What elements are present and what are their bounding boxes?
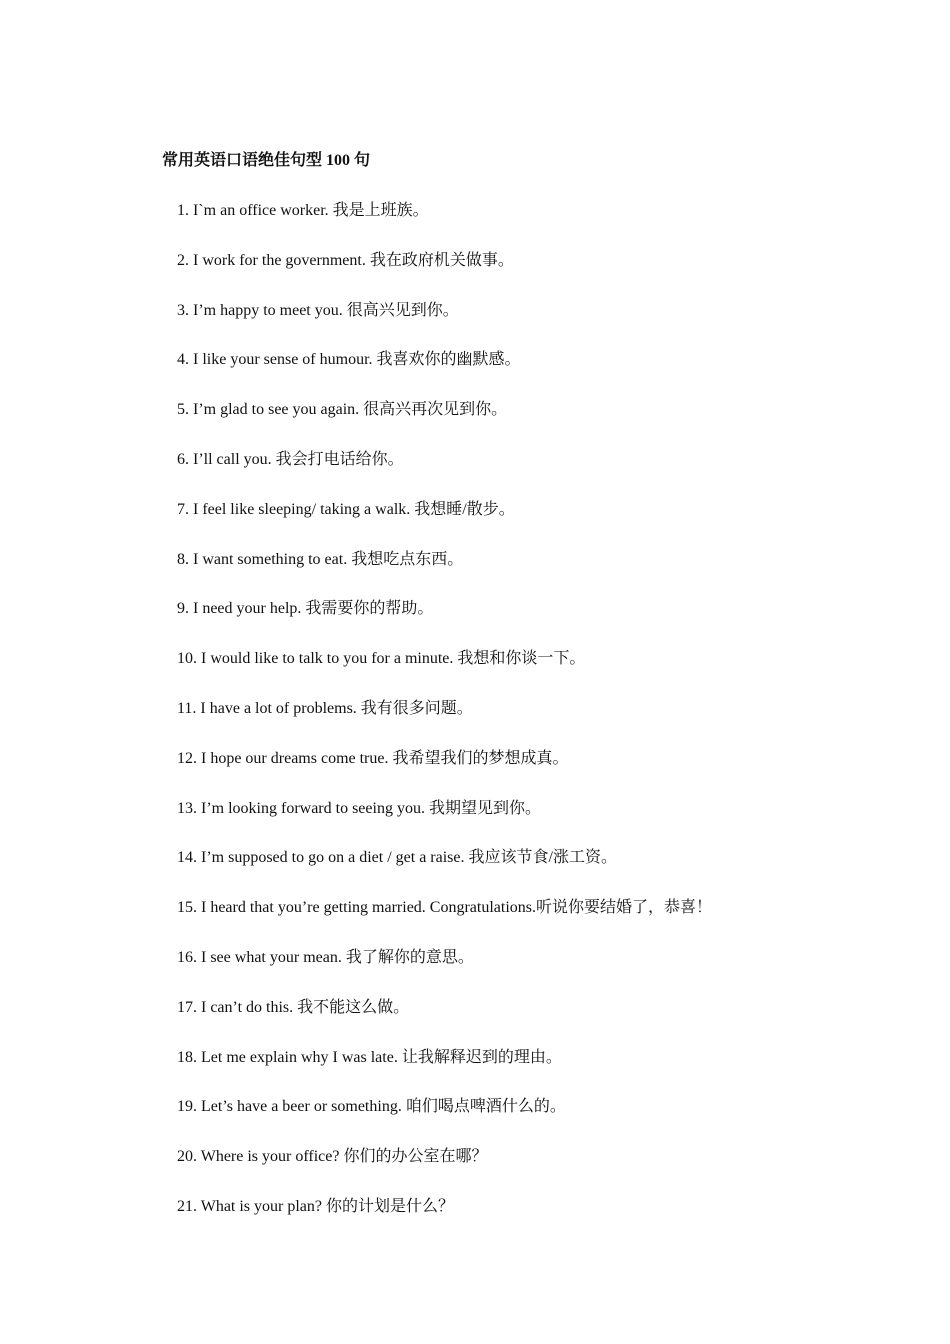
sentence-16: 16. I see what your mean. 我了解你的意思。 — [177, 948, 474, 966]
sentence-11: 11. I have a lot of problems. 我有很多问题。 — [177, 699, 473, 717]
sentence-9: 9. I need your help. 我需要你的帮助。 — [177, 600, 434, 618]
sentence-2: 2. I work for the government. 我在政府机关做事。 — [177, 251, 514, 269]
sentence-19: 19. Let’s have a beer or something. 咱们喝点啤酒什么的。 — [177, 1098, 566, 1116]
sentence-10: 10. I would like to talk to you for a minute. 我想和你谈一下。 — [177, 650, 586, 668]
sentence-list — [177, 200, 877, 1246]
sentence-18: 18. Let me explain why I was late. 让我解释迟到的理由。 — [177, 1048, 562, 1066]
sentence-6: 6. I’ll call you. 我会打电话给你。 — [177, 450, 404, 468]
sentence-13: 13. I’m looking forward to seeing you. 我期望见到你。 — [177, 799, 541, 817]
sentence-21: 21. What is your plan? 你的计划是什么？ — [177, 1197, 455, 1215]
sentence-4: 4. I like your sense of humour. 我喜欢你的幽默感。 — [177, 351, 521, 369]
sentence-7: 7. I feel like sleeping/ taking a walk. 我想睡/散步。 — [177, 500, 515, 518]
sentence-17: 17. I can’t do this. 我不能这么做。 — [177, 998, 410, 1016]
sentence-14: 14. I’m supposed to go on a diet / get a raise. 我应该节食/涨工资。 — [177, 849, 617, 867]
sentence-8: 8. I want something to eat. 我想吃点东西。 — [177, 550, 464, 568]
sentence-3: 3. I’m happy to meet you. 很高兴见到你。 — [177, 301, 459, 319]
sentence-5: 5. I’m glad to see you again. 很高兴再次见到你。 — [177, 401, 508, 419]
document-title: 常用英语口语绝佳句型 100 句 — [162, 152, 371, 169]
sentence-1: 1. I`m an office worker. 我是上班族。 — [177, 202, 429, 219]
sentence-12: 12. I hope our dreams come true. 我希望我们的梦想成真。 — [177, 749, 569, 767]
sentence-15: 15. I heard that you’re getting married. Congratulations.听说你要结婚了，恭喜！ — [177, 899, 713, 917]
sentence-20: 20. Where is your office? 你们的办公室在哪？ — [177, 1148, 488, 1166]
